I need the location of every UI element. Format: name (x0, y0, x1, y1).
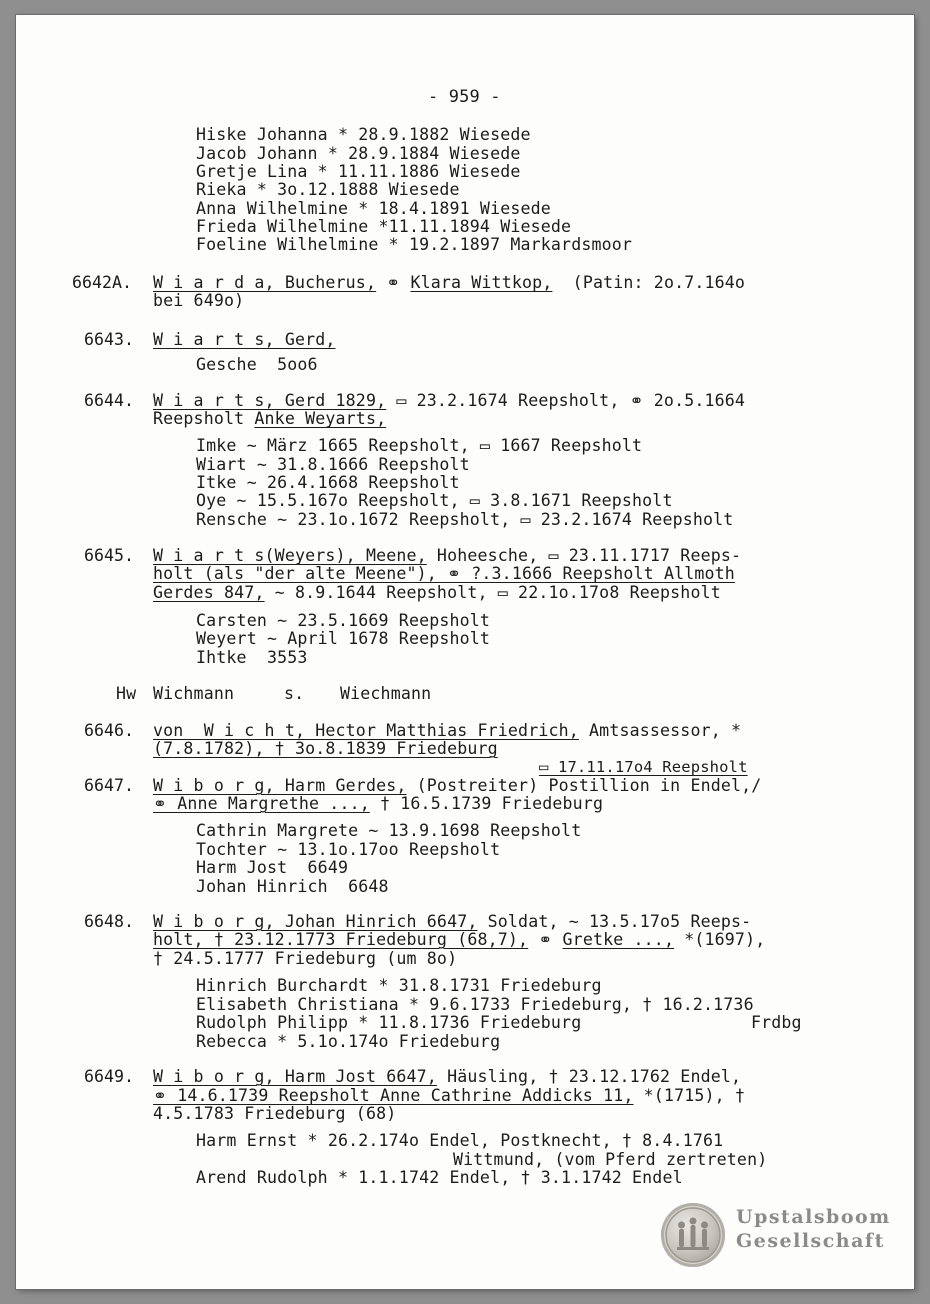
entry-detail: (Postreiter) Postillion in Endel,/ (406, 776, 762, 795)
child-item: Arend Rudolph * 1.1.1742 Endel, † 3.1.1742 Endel (196, 1168, 683, 1187)
entry-headline (153, 1067, 741, 1086)
child-item: Elisabeth Christiana * 9.6.1733 Friedeburg, † 16.2.1736 (196, 995, 754, 1014)
entry-detail: Häusling, † 23.12.1762 Endel, (436, 1067, 742, 1086)
list-item: Rieka * 3o.12.1888 Wiesede (196, 180, 460, 199)
entry-line (153, 564, 735, 583)
marriage-symbol: ⚭ (528, 930, 563, 949)
entry-line (153, 409, 386, 428)
child-item: Gesche 5oo6 (196, 355, 318, 374)
entry-line: bei 649o) (153, 291, 245, 310)
entry-headline (153, 721, 741, 740)
entry-headline (153, 912, 751, 931)
list-item: Anna Wilhelmine * 18.4.1891 Wiesede (196, 199, 551, 218)
entry-detail: † 16.5.1739 Friedeburg (369, 794, 604, 813)
see-marker: s. (284, 684, 305, 703)
entry-line: † 24.5.1777 Friedeburg (um 8o) (153, 949, 458, 968)
child-item: Itke ~ 26.4.1668 Reepsholt (196, 473, 460, 492)
list-item: Frieda Wilhelmine *11.11.1894 Wiesede (196, 217, 572, 236)
spouse-name: Gerdes 847, (153, 583, 265, 602)
entry-detail: *(1697), (674, 930, 766, 949)
page-number: - 959 - (428, 87, 501, 107)
entry-number: 6645. (84, 546, 134, 565)
entry-number: 6646. (84, 721, 134, 740)
entry-line (153, 1086, 745, 1105)
entry-line: 4.5.1783 Friedeburg (68) (153, 1104, 397, 1123)
spouse-name: Gretke ..., (562, 930, 675, 949)
child-item: Weyert ~ April 1678 Reepsholt (196, 629, 491, 648)
child-item: Rudolph Philipp * 11.8.1736 Friedeburg (196, 1013, 582, 1032)
child-item: Oye ~ 15.5.167o Reepsholt, ▭ 3.8.1671 Reepsholt (196, 491, 673, 510)
entry-surname: W i b o r g, Johan Hinrich 6647, (153, 912, 478, 931)
list-item: Jacob Johann * 28.9.1884 Wiesede (196, 144, 521, 163)
entry-headline (153, 546, 741, 565)
entry-surname: W i b o r g, Harm Jost 6647, (153, 1067, 437, 1086)
child-item: Harm Ernst * 26.2.174o Endel, Postknecht, † 8.4.1761 (196, 1131, 724, 1150)
entry-line (153, 583, 721, 602)
list-item: Gretje Lina * 11.11.1886 Wiesede (196, 162, 521, 181)
child-item: Carsten ~ 23.5.1669 Reepsholt (196, 611, 491, 630)
child-item: Cathrin Margrete ~ 13.9.1698 Reepsholt (196, 821, 582, 840)
child-item: Imke ~ März 1665 Reepsholt, ▭ 1667 Reepsholt (196, 436, 643, 455)
entry-headline (153, 391, 745, 410)
entry-detail: holt (als "der alte Meene"), ⚭ ?.3.1666 Reepsholt (153, 564, 664, 583)
watermark-line-1: Upstalsboom (736, 1206, 891, 1228)
entry-detail: ▭ 23.2.1674 Reepsholt, ⚭ 2o.5.1664 (386, 391, 746, 410)
child-item-continuation: Wittmund, (vom Pferd zertreten) (453, 1150, 768, 1169)
spouse-name: Anke Weyarts, (254, 409, 387, 428)
child-item: Rebecca * 5.1o.174o Friedeburg (196, 1032, 501, 1051)
entry-number: 6642A. (72, 273, 132, 292)
entry-detail: holt, † 23.12.1773 Friedeburg (68,7), (153, 930, 529, 949)
entry-surname: W i a r t s, Gerd 1829, (153, 391, 387, 410)
margin-note: Frdbg (751, 1013, 802, 1032)
child-item: Tochter ~ 13.1o.17oo Reepsholt (196, 840, 501, 859)
entry-surname: von W i c h t, Hector Matthias Friedrich, (153, 721, 579, 740)
entry-headline (153, 273, 745, 292)
entry-surname: W i b o r g, Harm Gerdes, (153, 776, 407, 795)
hw-marker: Hw (116, 684, 137, 703)
inserted-note: ▭ 17.11.17o4 Reepsholt (539, 758, 748, 776)
child-item: Johan Hinrich 6648 (196, 877, 389, 896)
spouse-name: Allmoth (663, 564, 735, 583)
entry-headline (153, 776, 761, 795)
entry-detail: (Patin: 2o.7.164o (552, 273, 746, 292)
entry-detail: *(1715), † (633, 1086, 746, 1105)
child-item: Ihtke 3553 (196, 648, 308, 667)
entry-number: 6649. (84, 1067, 134, 1086)
entry-detail: Soldat, ~ 13.5.17o5 Reeps- (477, 912, 752, 931)
list-item: Foeline Wilhelmine * 19.2.1897 Markardsmoor (196, 235, 633, 254)
watermark-line-2: Gesellschaft (736, 1230, 885, 1252)
spouse-name: ⚭ Anne Margrethe ..., (153, 794, 370, 813)
entry-number: 6644. (84, 391, 134, 410)
entry-number: 6647. (84, 776, 134, 795)
entry-line (153, 930, 765, 949)
entry-detail: Amtsassessor, * (578, 721, 742, 740)
entry-surname: W i a r t s, Gerd, (153, 330, 336, 349)
child-item: Harm Jost 6649 (196, 858, 349, 877)
child-item: Hinrich Burchardt * 31.8.1731 Friedeburg (196, 976, 602, 995)
place-text: Reepsholt (153, 409, 255, 428)
entry-detail: Hoheesche, ▭ 23.11.1717 Reeps- (426, 546, 742, 565)
child-item: Rensche ~ 23.1o.1672 Reepsholt, ▭ 23.2.1674 Reepsholt (196, 510, 734, 529)
entry-headline (153, 330, 336, 349)
spouse-name: ⚭ 14.6.1739 Reepsholt Anne Cathrine Addicks 11, (153, 1086, 634, 1105)
entry-surname: W i a r t s(Weyers), Meene, (153, 546, 427, 565)
marriage-symbol: ⚭ (376, 273, 411, 292)
entry-number: 6648. (84, 912, 134, 931)
list-item: Hiske Johanna * 28.9.1882 Wiesede (196, 125, 531, 144)
document-page (16, 15, 914, 1289)
entry-line (153, 794, 603, 813)
child-item: Wiart ~ 31.8.1666 Reepsholt (196, 455, 470, 474)
society-seal-icon (661, 1203, 725, 1267)
reference-name: Wichmann (153, 684, 235, 703)
entry-number: 6643. (84, 330, 134, 349)
entry-detail: ~ 8.9.1644 Reepsholt, ▭ 22.1o.17o8 Reepsholt (264, 583, 721, 602)
entry-surname: W i a r d a, Bucherus, (153, 273, 377, 292)
reference-target: Wiechmann (340, 684, 432, 703)
entry-line: (7.8.1782), † 3o.8.1839 Friedeburg (153, 739, 498, 758)
spouse-name: Klara Wittkop, (410, 273, 553, 292)
